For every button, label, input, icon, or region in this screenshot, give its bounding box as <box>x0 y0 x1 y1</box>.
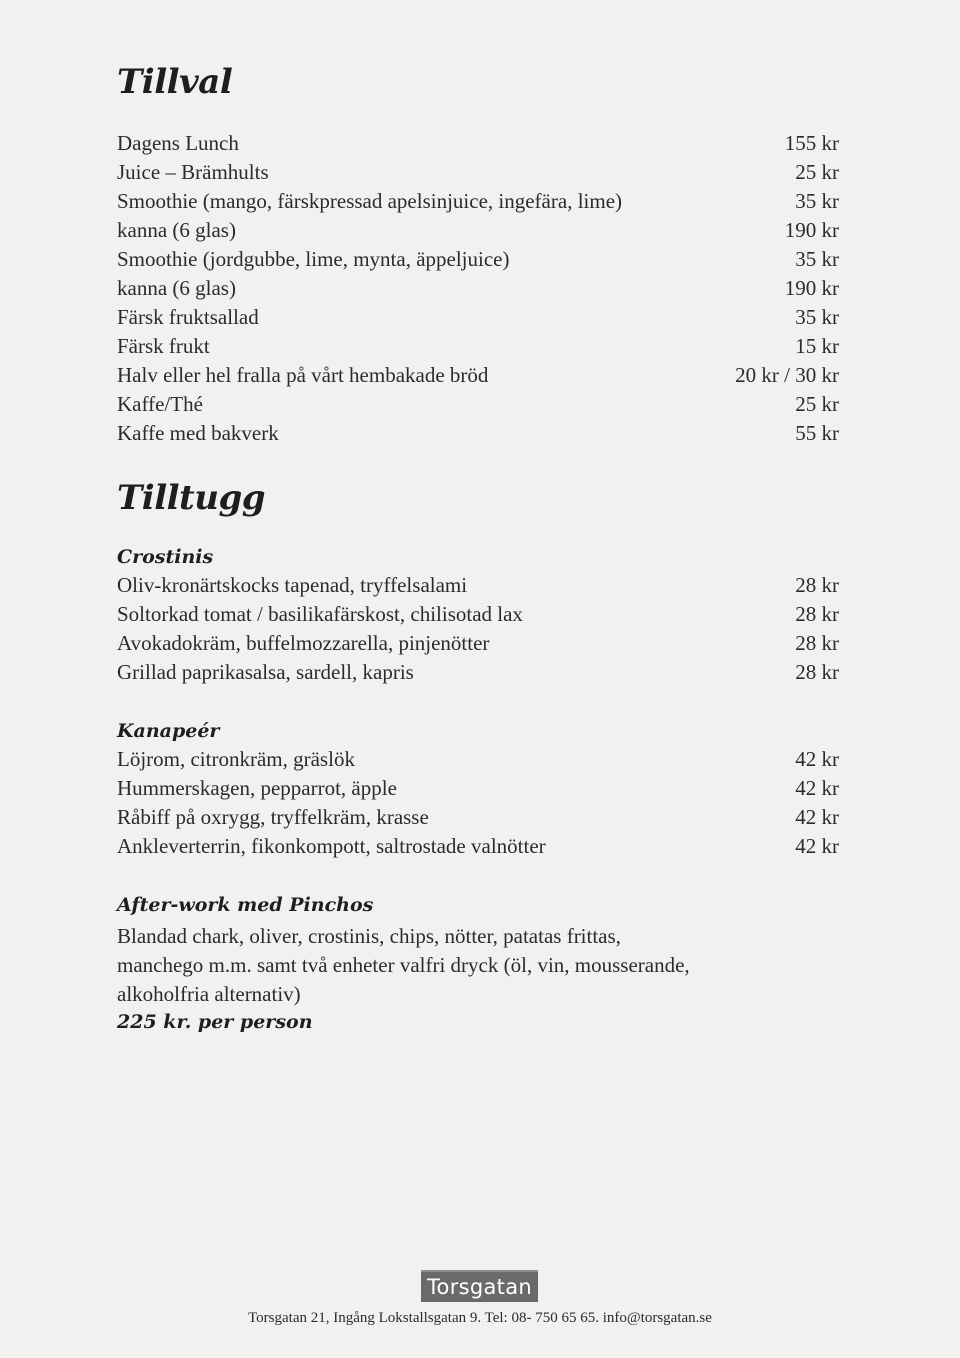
item-name: Kaffe/Thé <box>117 392 203 416</box>
menu-item <box>117 160 839 189</box>
torsgatan-logo: Torsgatan <box>421 1270 538 1302</box>
item-price: 190 kr <box>784 218 839 242</box>
afterwork-title: After-work med Pinchos <box>117 894 374 916</box>
description-line: Blandad chark, oliver, crostinis, chips, nötter, patatas frittas, <box>117 924 621 948</box>
item-price: 42 kr <box>795 776 839 800</box>
menu-item <box>117 276 839 305</box>
menu-item <box>117 334 839 363</box>
menu-item <box>117 573 839 602</box>
item-name: kanna (6 glas) <box>117 276 236 300</box>
menu-item <box>117 660 839 689</box>
item-price: 28 kr <box>795 602 839 626</box>
menu-item <box>117 247 839 276</box>
item-price: 28 kr <box>795 660 839 684</box>
menu-item <box>117 602 839 631</box>
tilltugg-heading: Tilltugg <box>117 478 266 518</box>
menu-item <box>117 131 839 160</box>
menu-item <box>117 747 839 776</box>
menu-item <box>117 421 839 450</box>
item-name: Oliv-kronärtskocks tapenad, tryffelsalami <box>117 573 468 597</box>
kanapeer-title: Kanapeér <box>117 720 220 742</box>
crostinis-title: Crostinis <box>117 546 214 568</box>
item-price: 42 kr <box>795 834 839 858</box>
item-price: 35 kr <box>795 247 839 271</box>
item-name: Avokadokräm, buffelmozzarella, pinjenötter <box>117 631 490 655</box>
menu-item <box>117 834 839 863</box>
item-name: Hummerskagen, pepparrot, äpple <box>117 776 397 800</box>
item-name: Färsk fruktsallad <box>117 305 259 329</box>
item-price: 28 kr <box>795 631 839 655</box>
item-price: 35 kr <box>795 305 839 329</box>
item-price: 190 kr <box>784 276 839 300</box>
menu-item <box>117 305 839 334</box>
item-price: 28 kr <box>795 573 839 597</box>
menu-item <box>117 631 839 660</box>
footer-address: Torsgatan 21, Ingång Lokstallsgatan 9. Tel: 08- 750 65 65. info@torsgatan.se <box>248 1310 712 1326</box>
item-name: Smoothie (jordgubbe, lime, mynta, äppeljuice) <box>117 247 510 271</box>
item-price: 25 kr <box>795 392 839 416</box>
item-price: 15 kr <box>795 334 839 358</box>
item-name: Smoothie (mango, färskpressad apelsinjuice, ingefära, lime) <box>117 189 623 213</box>
item-name: Löjrom, citronkräm, gräslök <box>117 747 355 771</box>
item-price: 42 kr <box>795 747 839 771</box>
item-name: Kaffe med bakverk <box>117 421 279 445</box>
item-name: Juice – Brämhults <box>117 160 269 184</box>
item-price: 35 kr <box>795 189 839 213</box>
item-price: 155 kr <box>784 131 839 155</box>
item-name: Ankleverterrin, fikonkompott, saltrostade valnötter <box>117 834 546 858</box>
menu-item <box>117 363 839 392</box>
description-line: manchego m.m. samt två enheter valfri dryck (öl, vin, mousserande, <box>117 953 690 977</box>
item-name: Råbiff på oxrygg, tryffelkräm, krasse <box>117 805 429 829</box>
item-name: Soltorkad tomat / basilikafärskost, chilisotad lax <box>117 602 523 626</box>
afterwork-description <box>117 922 839 1009</box>
item-name: Halv eller hel fralla på vårt hembakade bröd <box>117 363 489 387</box>
item-price: 42 kr <box>795 805 839 829</box>
tillval-heading: Tillval <box>117 62 233 102</box>
menu-item <box>117 218 839 247</box>
menu-item <box>117 805 839 834</box>
item-name: Färsk frukt <box>117 334 210 358</box>
menu-item <box>117 392 839 421</box>
menu-item <box>117 189 839 218</box>
item-name: Dagens Lunch <box>117 131 239 155</box>
menu-item <box>117 776 839 805</box>
afterwork-price: 225 kr. per person <box>117 1011 313 1033</box>
item-price: 55 kr <box>795 421 839 445</box>
item-name: Grillad paprikasalsa, sardell, kapris <box>117 660 414 684</box>
item-price: 25 kr <box>795 160 839 184</box>
description-line: alkoholfria alternativ) <box>117 982 301 1006</box>
item-price: 20 kr / 30 kr <box>735 363 839 387</box>
item-name: kanna (6 glas) <box>117 218 236 242</box>
